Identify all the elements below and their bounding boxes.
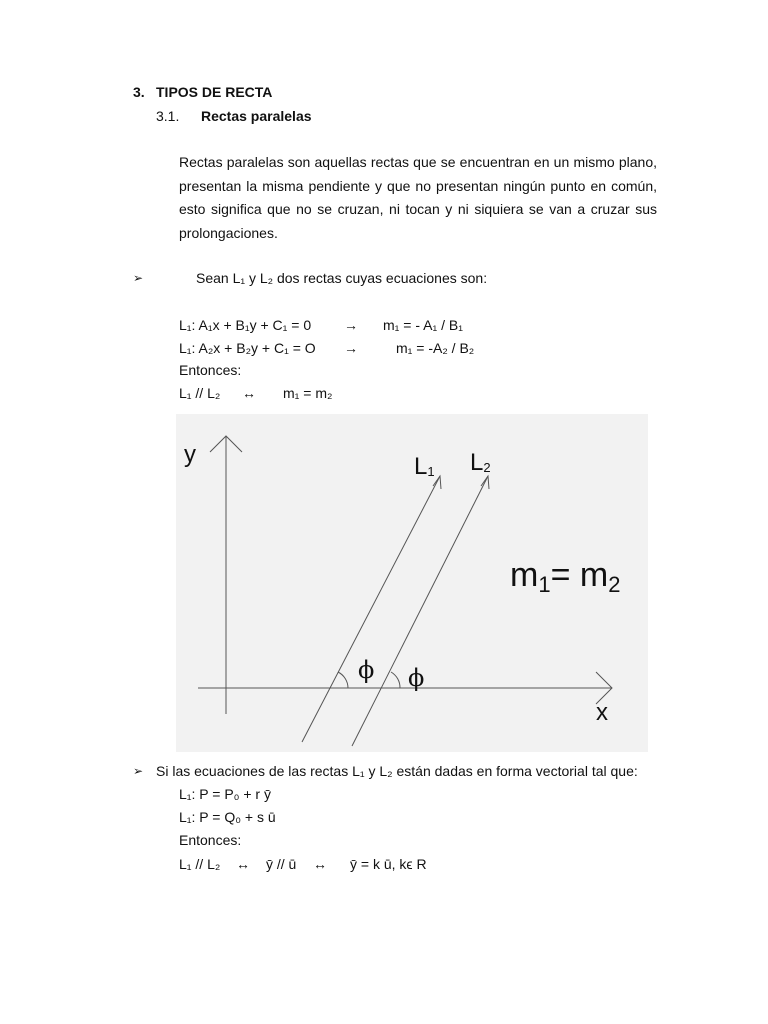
section-number: 3. (133, 84, 145, 100)
line-l1-subscript: 1 (427, 464, 435, 479)
definition-paragraph (179, 151, 657, 245)
x-axis-label: x (596, 699, 608, 726)
vector-condition-arrow1: ↔ (236, 856, 250, 872)
diagram-svg (176, 414, 648, 752)
vector-condition-right: ȳ = k ū, kϵ R (350, 856, 427, 872)
slope-m1-subscript: 1 (538, 572, 551, 597)
parallel-condition-arrow: ↔ (242, 385, 256, 401)
subsection-number: 3.1. (156, 108, 180, 124)
y-axis-label: y (184, 441, 196, 468)
angle-label-2: ϕ (408, 664, 425, 692)
paragraph-line: esto significa que no se cruzan, ni tocan y ni siquiera se van a cruzar sus (179, 201, 657, 217)
equation1-right: m₁ = - A₁ / B₁ (383, 317, 463, 333)
bullet-arrow-icon: ➢ (133, 271, 144, 285)
equation2-arrow: → (344, 340, 358, 356)
equation1-left: L₁: A₁x + B₁y + C₁ = 0 (179, 317, 312, 333)
line-l2 (352, 476, 488, 746)
equation2-right: m₁ = -A₂ / B₂ (396, 340, 475, 356)
line-l1-label (414, 453, 435, 480)
line-l2-label (470, 449, 491, 476)
line-l2-letter: L (470, 449, 484, 476)
then-label-2: Entonces: (179, 832, 242, 848)
bullet1-text: Sean L₁ y L₂ dos rectas cuyas ecuaciones son: (196, 270, 488, 286)
slope-m2-subscript: 2 (608, 572, 621, 597)
angle-arc-2 (391, 672, 400, 688)
equation2-left: L₁: A₂x + B₂y + C₁ = O (179, 340, 316, 356)
subsection-title: Rectas paralelas (201, 108, 312, 124)
vector-condition-mid: ȳ // ū (266, 856, 297, 872)
vector-condition-arrow2: ↔ (313, 856, 327, 872)
bullet-arrow-icon: ➢ (133, 764, 144, 778)
line-l1-letter: L (414, 453, 428, 480)
vector-condition-left: L₁ // L₂ (179, 856, 221, 872)
slope-m1: m (510, 556, 539, 594)
paragraph-line: presentan la misma pendiente y que no presentan ningún punto en común, (179, 177, 657, 194)
paragraph-line: Rectas paralelas son aquellas rectas que se encuentran en un mismo plano, (179, 154, 657, 170)
slope-equality-label (510, 556, 620, 597)
angle-arc-1 (338, 672, 348, 688)
parallel-lines-diagram (176, 414, 648, 752)
parallel-condition-left: L₁ // L₂ (179, 385, 221, 401)
paragraph-line: prolongaciones. (179, 224, 278, 241)
vector-equation2: L₁: P = Q₀ + s ū (179, 809, 276, 825)
angle-label-1: ϕ (358, 656, 375, 684)
parallel-condition-right: m₁ = m₂ (283, 385, 333, 401)
bullet2-text: Si las ecuaciones de las rectas L₁ y L₂ están dadas en forma vectorial tal que: (156, 763, 638, 779)
line-l1 (302, 476, 440, 742)
equation1-arrow: → (344, 317, 358, 333)
line-l2-subscript: 2 (483, 460, 491, 475)
vector-equation1: L₁: P = P₀ + r ȳ (179, 786, 271, 802)
section-title: TIPOS DE RECTA (156, 84, 273, 100)
then-label-1: Entonces: (179, 362, 242, 378)
slope-equals-m2: = m (550, 556, 609, 594)
